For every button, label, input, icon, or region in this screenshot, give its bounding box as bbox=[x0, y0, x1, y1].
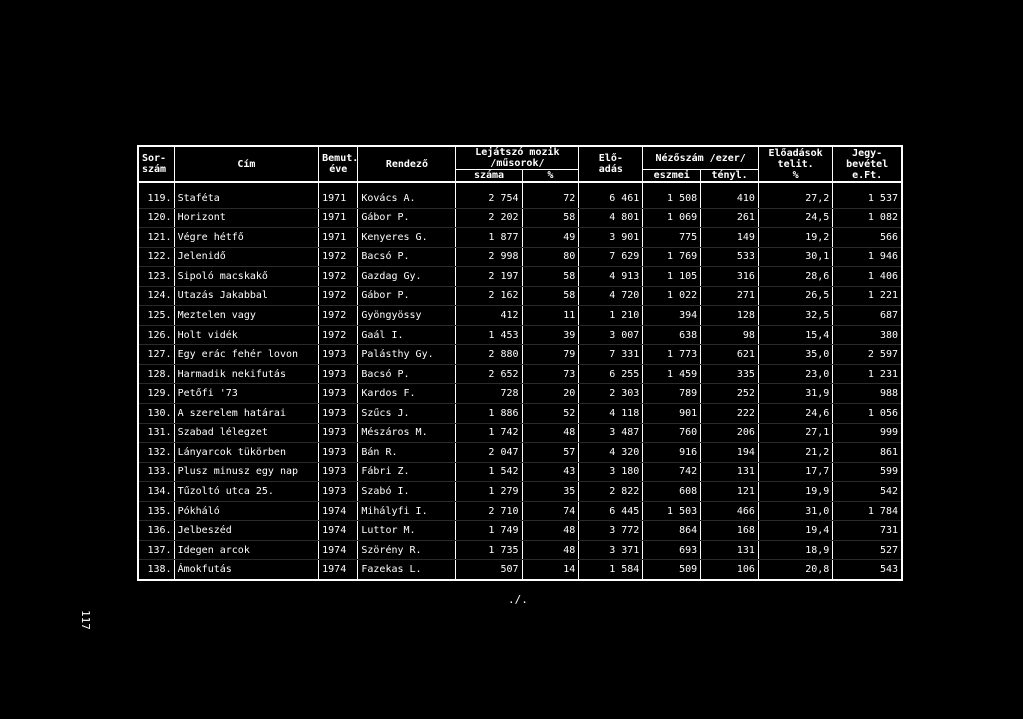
row-year: 1973 bbox=[319, 364, 358, 384]
row-cinemas: 2 197 bbox=[456, 267, 522, 287]
row-director: Bacsó P. bbox=[358, 364, 456, 384]
row-performances: 1 210 bbox=[579, 306, 643, 326]
row-cinemas-pct: 48 bbox=[522, 540, 579, 560]
header-viewers-actual: tényl. bbox=[701, 170, 759, 183]
header-title: Cím bbox=[174, 147, 319, 182]
row-performances: 3 371 bbox=[579, 540, 643, 560]
table-row bbox=[139, 189, 901, 208]
row-fill-rate: 32,5 bbox=[758, 306, 832, 326]
row-viewers-actual: 194 bbox=[701, 443, 759, 463]
row-revenue: 1 231 bbox=[833, 364, 901, 384]
row-cinemas-pct: 58 bbox=[522, 267, 579, 287]
row-cinemas: 1 542 bbox=[456, 462, 522, 482]
row-viewers-actual: 121 bbox=[701, 482, 759, 502]
row-revenue: 527 bbox=[833, 540, 901, 560]
row-viewers-planned: 1 503 bbox=[643, 501, 701, 521]
row-fill-rate: 19,9 bbox=[758, 482, 832, 502]
row-viewers-planned: 1 769 bbox=[643, 247, 701, 267]
row-title: Pókháló bbox=[174, 501, 319, 521]
row-cinemas-pct: 58 bbox=[522, 208, 579, 228]
row-year: 1973 bbox=[319, 462, 358, 482]
header-viewers-group: Nézőszám /ezer/ bbox=[643, 147, 759, 170]
row-viewers-actual: 271 bbox=[701, 286, 759, 306]
row-revenue: 1 056 bbox=[833, 404, 901, 424]
table-row bbox=[139, 560, 901, 579]
row-viewers-planned: 1 773 bbox=[643, 345, 701, 365]
row-cinemas: 412 bbox=[456, 306, 522, 326]
row-title: A szerelem határai bbox=[174, 404, 319, 424]
row-viewers-planned: 775 bbox=[643, 228, 701, 248]
row-title: Jelenidő bbox=[174, 247, 319, 267]
header-director: Rendező bbox=[358, 147, 456, 182]
row-fill-rate: 24,6 bbox=[758, 404, 832, 424]
row-fill-rate: 31,9 bbox=[758, 384, 832, 404]
row-viewers-planned: 1 508 bbox=[643, 189, 701, 208]
row-viewers-actual: 222 bbox=[701, 404, 759, 424]
row-cinemas-pct: 49 bbox=[522, 228, 579, 248]
row-cinemas: 1 742 bbox=[456, 423, 522, 443]
table-row bbox=[139, 286, 901, 306]
row-performances: 6 445 bbox=[579, 501, 643, 521]
row-cinemas-pct: 74 bbox=[522, 501, 579, 521]
row-fill-rate: 26,5 bbox=[758, 286, 832, 306]
header-row-1 bbox=[139, 147, 901, 170]
row-viewers-actual: 149 bbox=[701, 228, 759, 248]
row-year: 1971 bbox=[319, 189, 358, 208]
row-performances: 3 772 bbox=[579, 521, 643, 541]
row-performances: 4 913 bbox=[579, 267, 643, 287]
header-year: Bemut. éve bbox=[319, 147, 358, 182]
row-year: 1973 bbox=[319, 443, 358, 463]
row-viewers-actual: 131 bbox=[701, 462, 759, 482]
row-viewers-actual: 106 bbox=[701, 560, 759, 579]
row-cinemas-pct: 57 bbox=[522, 443, 579, 463]
row-revenue: 1 537 bbox=[833, 189, 901, 208]
row-title: Tűzoltó utca 25. bbox=[174, 482, 319, 502]
row-viewers-actual: 98 bbox=[701, 325, 759, 345]
row-fill-rate: 30,1 bbox=[758, 247, 832, 267]
row-title: Végre hétfő bbox=[174, 228, 319, 248]
row-title: Egy erác fehér lovon bbox=[174, 345, 319, 365]
header-separator bbox=[139, 182, 901, 189]
row-viewers-actual: 131 bbox=[701, 540, 759, 560]
table-row bbox=[139, 306, 901, 326]
row-title: Ámokfutás bbox=[174, 560, 319, 579]
row-year: 1974 bbox=[319, 521, 358, 541]
row-serial: 131. bbox=[139, 423, 174, 443]
row-performances: 3 901 bbox=[579, 228, 643, 248]
row-viewers-actual: 168 bbox=[701, 521, 759, 541]
row-viewers-planned: 789 bbox=[643, 384, 701, 404]
row-cinemas: 1 279 bbox=[456, 482, 522, 502]
row-performances: 2 303 bbox=[579, 384, 643, 404]
row-serial: 134. bbox=[139, 482, 174, 502]
row-serial: 129. bbox=[139, 384, 174, 404]
row-serial: 120. bbox=[139, 208, 174, 228]
row-title: Idegen arcok bbox=[174, 540, 319, 560]
row-revenue: 380 bbox=[833, 325, 901, 345]
row-cinemas: 1 877 bbox=[456, 228, 522, 248]
row-serial: 132. bbox=[139, 443, 174, 463]
row-director: Gaál I. bbox=[358, 325, 456, 345]
row-performances: 4 320 bbox=[579, 443, 643, 463]
row-serial: 135. bbox=[139, 501, 174, 521]
row-serial: 128. bbox=[139, 364, 174, 384]
row-performances: 7 629 bbox=[579, 247, 643, 267]
row-fill-rate: 27,1 bbox=[758, 423, 832, 443]
row-year: 1971 bbox=[319, 228, 358, 248]
row-serial: 124. bbox=[139, 286, 174, 306]
row-viewers-planned: 693 bbox=[643, 540, 701, 560]
row-performances: 7 331 bbox=[579, 345, 643, 365]
row-revenue: 543 bbox=[833, 560, 901, 579]
row-director: Bacsó P. bbox=[358, 247, 456, 267]
row-fill-rate: 17,7 bbox=[758, 462, 832, 482]
row-cinemas-pct: 73 bbox=[522, 364, 579, 384]
table-row bbox=[139, 325, 901, 345]
row-year: 1972 bbox=[319, 306, 358, 326]
row-cinemas-pct: 52 bbox=[522, 404, 579, 424]
table-row bbox=[139, 228, 901, 248]
table-row bbox=[139, 267, 901, 287]
row-viewers-actual: 206 bbox=[701, 423, 759, 443]
row-viewers-planned: 1 022 bbox=[643, 286, 701, 306]
row-viewers-actual: 533 bbox=[701, 247, 759, 267]
table-row bbox=[139, 540, 901, 560]
row-cinemas-pct: 48 bbox=[522, 521, 579, 541]
row-serial: 125. bbox=[139, 306, 174, 326]
row-fill-rate: 20,8 bbox=[758, 560, 832, 579]
row-director: Bán R. bbox=[358, 443, 456, 463]
row-cinemas: 1 735 bbox=[456, 540, 522, 560]
row-performances: 3 180 bbox=[579, 462, 643, 482]
row-title: Jelbeszéd bbox=[174, 521, 319, 541]
row-serial: 122. bbox=[139, 247, 174, 267]
row-fill-rate: 19,2 bbox=[758, 228, 832, 248]
row-fill-rate: 19,4 bbox=[758, 521, 832, 541]
row-viewers-planned: 742 bbox=[643, 462, 701, 482]
row-serial: 127. bbox=[139, 345, 174, 365]
table-row bbox=[139, 443, 901, 463]
row-revenue: 1 946 bbox=[833, 247, 901, 267]
header-showings-pct: % bbox=[522, 170, 579, 183]
row-revenue: 999 bbox=[833, 423, 901, 443]
row-revenue: 687 bbox=[833, 306, 901, 326]
row-title: Plusz minusz egy nap bbox=[174, 462, 319, 482]
row-title: Utazás Jakabbal bbox=[174, 286, 319, 306]
row-cinemas-pct: 80 bbox=[522, 247, 579, 267]
row-cinemas: 1 453 bbox=[456, 325, 522, 345]
table-row bbox=[139, 423, 901, 443]
row-director: Gábor P. bbox=[358, 208, 456, 228]
table-row bbox=[139, 462, 901, 482]
row-serial: 138. bbox=[147, 564, 172, 576]
row-title: Meztelen vagy bbox=[174, 306, 319, 326]
row-title: Szabad lélegzet bbox=[174, 423, 319, 443]
row-revenue: 1 221 bbox=[833, 286, 901, 306]
row-year: 1972 bbox=[319, 247, 358, 267]
row-revenue: 542 bbox=[833, 482, 901, 502]
table-row bbox=[139, 521, 901, 541]
row-performances: 2 822 bbox=[579, 482, 643, 502]
row-performances: 4 720 bbox=[579, 286, 643, 306]
header-fill-rate: Előadások telit. % bbox=[758, 147, 832, 182]
row-serial: 126. bbox=[139, 325, 174, 345]
row-director: Fábri Z. bbox=[358, 462, 456, 482]
page-number: 117 bbox=[79, 610, 92, 630]
row-serial: 137. bbox=[139, 540, 174, 560]
row-performances: 3 487 bbox=[579, 423, 643, 443]
row-year: 1972 bbox=[319, 286, 358, 306]
row-cinemas-pct: 58 bbox=[522, 286, 579, 306]
row-performances: 1 584 bbox=[579, 560, 643, 579]
row-director: Szörény R. bbox=[358, 540, 456, 560]
film-statistics-table bbox=[139, 147, 901, 579]
row-year: 1973 bbox=[319, 345, 358, 365]
row-viewers-planned: 638 bbox=[643, 325, 701, 345]
row-cinemas: 2 998 bbox=[456, 247, 522, 267]
row-revenue: 1 784 bbox=[833, 501, 901, 521]
row-viewers-actual: 316 bbox=[701, 267, 759, 287]
row-cinemas: 2 162 bbox=[456, 286, 522, 306]
row-cinemas-pct: 43 bbox=[522, 462, 579, 482]
row-cinemas: 507 bbox=[456, 560, 522, 579]
row-title: Lányarcok tükörben bbox=[174, 443, 319, 463]
row-viewers-actual: 128 bbox=[701, 306, 759, 326]
row-cinemas-pct: 72 bbox=[522, 189, 579, 208]
row-viewers-actual: 621 bbox=[701, 345, 759, 365]
table-row bbox=[139, 482, 901, 502]
row-viewers-planned: 1 459 bbox=[643, 364, 701, 384]
row-director: Kardos F. bbox=[358, 384, 456, 404]
row-serial: 136. bbox=[139, 521, 174, 541]
row-cinemas: 2 202 bbox=[456, 208, 522, 228]
header-revenue: Jegy- bevétel e.Ft. bbox=[833, 147, 901, 182]
row-cinemas-pct: 11 bbox=[522, 306, 579, 326]
table-row bbox=[139, 501, 901, 521]
row-viewers-planned: 760 bbox=[643, 423, 701, 443]
row-serial: 119. bbox=[139, 189, 174, 208]
header-serial: Sor- szám bbox=[142, 153, 167, 175]
row-director: Mihályfi I. bbox=[358, 501, 456, 521]
row-serial: 130. bbox=[139, 404, 174, 424]
row-cinemas: 2 880 bbox=[456, 345, 522, 365]
table-body bbox=[139, 189, 901, 579]
row-director: Luttor M. bbox=[358, 521, 456, 541]
table-row bbox=[139, 345, 901, 365]
row-cinemas-pct: 20 bbox=[522, 384, 579, 404]
row-fill-rate: 28,6 bbox=[758, 267, 832, 287]
row-title: Staféta bbox=[174, 189, 319, 208]
continuation-mark: ./. bbox=[508, 593, 528, 606]
row-viewers-planned: 509 bbox=[643, 560, 701, 579]
row-year: 1973 bbox=[319, 482, 358, 502]
row-cinemas: 728 bbox=[456, 384, 522, 404]
row-performances: 3 007 bbox=[579, 325, 643, 345]
row-revenue: 566 bbox=[833, 228, 901, 248]
row-fill-rate: 23,0 bbox=[758, 364, 832, 384]
row-fill-rate: 31,0 bbox=[758, 501, 832, 521]
row-viewers-actual: 466 bbox=[701, 501, 759, 521]
row-year: 1972 bbox=[319, 325, 358, 345]
header-showings-group: Lejátszó mozik /műsorok/ bbox=[456, 147, 579, 170]
row-cinemas: 2 754 bbox=[456, 189, 522, 208]
row-cinemas-pct: 14 bbox=[522, 560, 579, 579]
row-title: Harmadik nekifutás bbox=[174, 364, 319, 384]
row-revenue: 731 bbox=[833, 521, 901, 541]
row-cinemas: 2 652 bbox=[456, 364, 522, 384]
row-viewers-actual: 335 bbox=[701, 364, 759, 384]
row-serial: 133. bbox=[139, 462, 174, 482]
row-year: 1973 bbox=[319, 384, 358, 404]
row-director: Gyöngyössy bbox=[358, 306, 456, 326]
row-title: Holt vidék bbox=[174, 325, 319, 345]
row-title: Petőfi '73 bbox=[174, 384, 319, 404]
table-row bbox=[139, 364, 901, 384]
row-year: 1974 bbox=[319, 560, 358, 579]
row-year: 1974 bbox=[319, 540, 358, 560]
row-cinemas: 2 047 bbox=[456, 443, 522, 463]
row-cinemas-pct: 39 bbox=[522, 325, 579, 345]
row-cinemas: 1 749 bbox=[456, 521, 522, 541]
row-performances: 6 255 bbox=[579, 364, 643, 384]
film-statistics-table-frame bbox=[137, 145, 903, 581]
row-director: Kenyeres G. bbox=[358, 228, 456, 248]
row-year: 1973 bbox=[319, 423, 358, 443]
row-fill-rate: 24,5 bbox=[758, 208, 832, 228]
row-serial: 121. bbox=[139, 228, 174, 248]
row-year: 1973 bbox=[319, 404, 358, 424]
header-viewers-planned: eszmei bbox=[643, 170, 701, 183]
row-cinemas-pct: 35 bbox=[522, 482, 579, 502]
header-showings-count: száma bbox=[456, 170, 522, 183]
row-year: 1972 bbox=[319, 267, 358, 287]
row-fill-rate: 15,4 bbox=[758, 325, 832, 345]
row-performances: 6 461 bbox=[579, 189, 643, 208]
row-director: Fazekas L. bbox=[358, 560, 456, 579]
row-viewers-planned: 1 105 bbox=[643, 267, 701, 287]
row-viewers-actual: 252 bbox=[701, 384, 759, 404]
row-director: Gábor P. bbox=[358, 286, 456, 306]
row-viewers-actual: 410 bbox=[701, 189, 759, 208]
row-viewers-planned: 864 bbox=[643, 521, 701, 541]
row-director: Gazdag Gy. bbox=[358, 267, 456, 287]
row-revenue: 2 597 bbox=[833, 345, 901, 365]
table-row bbox=[139, 384, 901, 404]
row-viewers-actual: 261 bbox=[701, 208, 759, 228]
row-viewers-planned: 608 bbox=[643, 482, 701, 502]
row-revenue: 1 082 bbox=[833, 208, 901, 228]
row-director: Kovács A. bbox=[358, 189, 456, 208]
row-director: Mészáros M. bbox=[358, 423, 456, 443]
row-cinemas-pct: 48 bbox=[522, 423, 579, 443]
row-viewers-planned: 916 bbox=[643, 443, 701, 463]
row-cinemas: 2 710 bbox=[456, 501, 522, 521]
row-title: Horizont bbox=[174, 208, 319, 228]
row-viewers-planned: 394 bbox=[643, 306, 701, 326]
row-cinemas: 1 886 bbox=[456, 404, 522, 424]
row-fill-rate: 21,2 bbox=[758, 443, 832, 463]
row-year: 1974 bbox=[319, 501, 358, 521]
row-year: 1971 bbox=[319, 208, 358, 228]
table-row bbox=[139, 208, 901, 228]
row-title: Sipoló macskakő bbox=[174, 267, 319, 287]
row-director: Szűcs J. bbox=[358, 404, 456, 424]
row-revenue: 988 bbox=[833, 384, 901, 404]
row-viewers-planned: 1 069 bbox=[643, 208, 701, 228]
row-cinemas-pct: 79 bbox=[522, 345, 579, 365]
row-fill-rate: 27,2 bbox=[758, 189, 832, 208]
row-fill-rate: 18,9 bbox=[758, 540, 832, 560]
row-performances: 4 118 bbox=[579, 404, 643, 424]
row-fill-rate: 35,0 bbox=[758, 345, 832, 365]
row-revenue: 1 406 bbox=[833, 267, 901, 287]
row-director: Szabó I. bbox=[358, 482, 456, 502]
row-viewers-planned: 901 bbox=[643, 404, 701, 424]
table-row bbox=[139, 404, 901, 424]
row-performances: 4 801 bbox=[579, 208, 643, 228]
header-performances: Elő- adás bbox=[579, 147, 643, 182]
table-row bbox=[139, 247, 901, 267]
row-revenue: 861 bbox=[833, 443, 901, 463]
row-serial: 123. bbox=[139, 267, 174, 287]
row-director: Palásthy Gy. bbox=[358, 345, 456, 365]
row-revenue: 599 bbox=[833, 462, 901, 482]
